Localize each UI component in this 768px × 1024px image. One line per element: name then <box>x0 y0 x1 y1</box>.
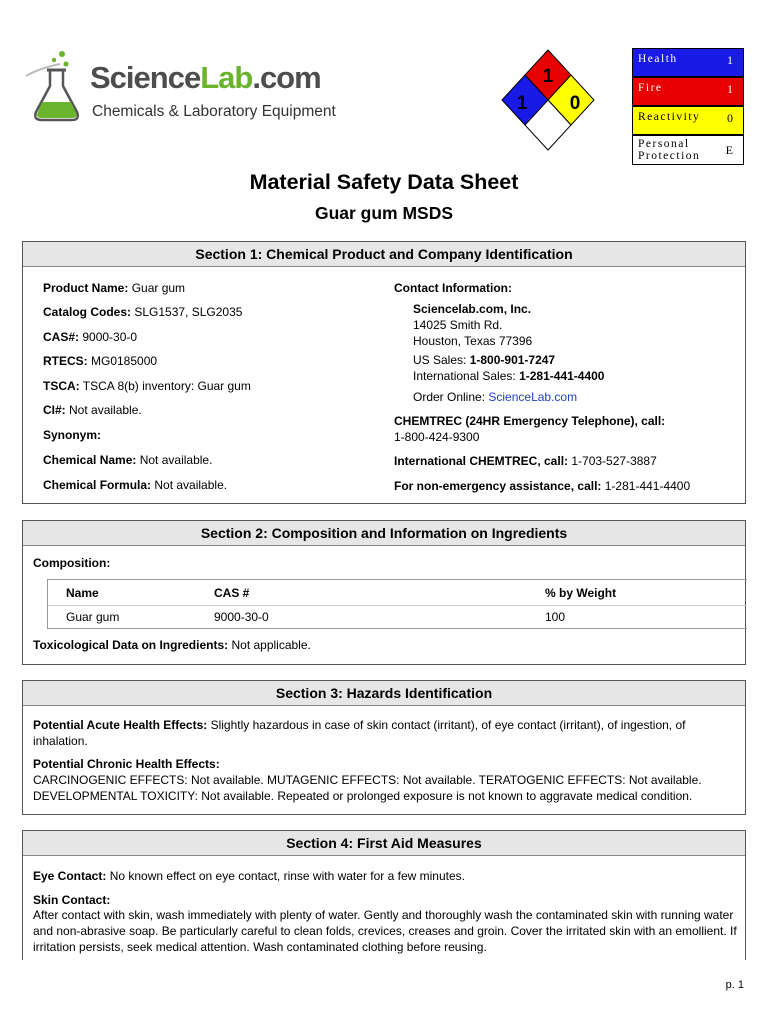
logo-science: Science <box>90 60 201 95</box>
hazard-reactivity-label: Reactivity <box>638 111 701 123</box>
cas-number: CAS#: 9000-30-0 <box>43 330 138 344</box>
section-4-heading: Section 4: First Aid Measures <box>23 831 745 856</box>
hazard-health-row <box>632 48 744 77</box>
logo-tagline: Chemicals & Laboratory Equipment <box>92 103 336 120</box>
nfpa-reactivity-value: 0 <box>569 93 581 114</box>
hazard-reactivity-value: 0 <box>727 111 733 125</box>
col-cas: CAS # <box>214 586 250 600</box>
section-3-heading: Section 3: Hazards Identification <box>23 681 745 706</box>
col-weight: % by Weight <box>545 586 617 600</box>
acute-health-effects: Potential Acute Health Effects: Slightly hazardous in case of skin contact (irritant), of eye contact (irritant), of ingestion, of inhalation. <box>33 718 686 748</box>
hazard-reactivity-row <box>632 106 744 135</box>
eye-contact: Eye Contact: No known effect on eye contact, rinse with water for a few minutes. <box>33 869 465 883</box>
address-line1: 14025 Smith Rd. <box>413 318 503 332</box>
intl-sales: International Sales: 1-281-441-4400 <box>413 369 605 383</box>
company-logo[interactable] <box>20 46 336 126</box>
catalog-codes: Catalog Codes: SLG1537, SLG2035 <box>43 305 243 319</box>
ppe-label-line2: Protection <box>638 150 701 162</box>
cell-weight: 100 <box>545 610 566 624</box>
section-2 <box>22 520 746 665</box>
page-number: p. 1 <box>725 979 744 991</box>
tsca: TSCA: TSCA 8(b) inventory: Guar gum <box>43 379 251 393</box>
nfpa-fire-value: 1 <box>542 66 554 87</box>
nfpa-diamond <box>498 46 610 166</box>
ppe-label-line1: Personal <box>638 138 690 150</box>
composition-header-row <box>48 580 747 606</box>
flask-icon <box>20 46 90 126</box>
cell-cas: 9000-30-0 <box>214 610 269 624</box>
intl-chemtrec: International CHEMTREC, call: 1-703-527-3887 <box>394 454 657 468</box>
hazard-health-label: Health <box>638 53 678 65</box>
col-name: Name <box>66 586 99 600</box>
skin-contact-text: After contact with skin, wash immediately with plenty of water. Gently and thoroughly wash the contaminated skin with running water and non-abrasive soap. Be particularly careful to clean folds, crevices, creases and groin. Cover the irritated skin with an emollient. If irritation persists, seek medical attention. Wash contaminated clothing before reusing. <box>33 908 737 954</box>
section-2-heading: Section 2: Composition and Information on Ingredients <box>23 521 745 546</box>
product-name: Product Name: Guar gum <box>43 281 186 295</box>
nfpa-health-value: 1 <box>516 93 528 114</box>
composition-label: Composition: <box>33 556 111 570</box>
toxicological-data: Toxicological Data on Ingredients: Not applicable. <box>33 638 311 652</box>
ci-number: CI#: Not available. <box>43 403 142 417</box>
section-3 <box>22 680 746 815</box>
chemical-name: Chemical Name: Not available. <box>43 453 213 467</box>
page-title: Material Safety Data Sheet <box>249 170 519 194</box>
hazard-fire-row <box>632 77 744 106</box>
company-name: Sciencelab.com, Inc. <box>413 302 532 316</box>
section-1 <box>22 241 746 504</box>
logo-wordmark <box>90 60 321 96</box>
logo-com: .com <box>252 60 321 95</box>
hazard-fire-label: Fire <box>638 82 663 94</box>
skin-contact-label: Skin Contact: <box>33 893 111 907</box>
rtecs: RTECS: MG0185000 <box>43 354 158 368</box>
non-emergency: For non-emergency assistance, call: 1-281-441-4400 <box>394 479 691 493</box>
section-1-heading: Section 1: Chemical Product and Company Identification <box>23 242 745 267</box>
chemtrec-label: CHEMTREC (24HR Emergency Telephone), call: <box>394 414 666 428</box>
hazard-health-value: 1 <box>727 53 733 67</box>
synonym: Synonym: <box>43 428 102 442</box>
us-sales: US Sales: 1-800-901-7247 <box>413 353 556 367</box>
order-online-link[interactable]: ScienceLab.com <box>488 390 578 404</box>
composition-table <box>47 579 747 629</box>
chemical-formula: Chemical Formula: Not available. <box>43 478 228 492</box>
ppe-value: E <box>725 143 733 157</box>
section-4 <box>22 830 746 960</box>
address-line2: Houston, Texas 77396 <box>413 334 533 348</box>
chemtrec-phone: 1-800-424-9300 <box>394 430 480 444</box>
hazard-fire-value: 1 <box>727 82 733 96</box>
hazard-ppe-row <box>632 135 744 165</box>
logo-lab: Lab <box>200 60 253 95</box>
order-online: Order Online: ScienceLab.com <box>413 390 578 404</box>
chronic-health-text: CARCINOGENIC EFFECTS: Not available. MUTAGENIC EFFECTS: Not available. TERATOGENIC EFFECTS: Not available. DEVELOPMENTAL TOXICITY: Not available. Repeated or prolonged exposure is not known to aggravate medical condition. <box>33 773 702 803</box>
chronic-health-label: Potential Chronic Health Effects: <box>33 757 220 771</box>
contact-info-label: Contact Information: <box>394 281 512 295</box>
page-subtitle: Guar gum MSDS <box>314 203 454 223</box>
cell-name: Guar gum <box>66 610 120 624</box>
